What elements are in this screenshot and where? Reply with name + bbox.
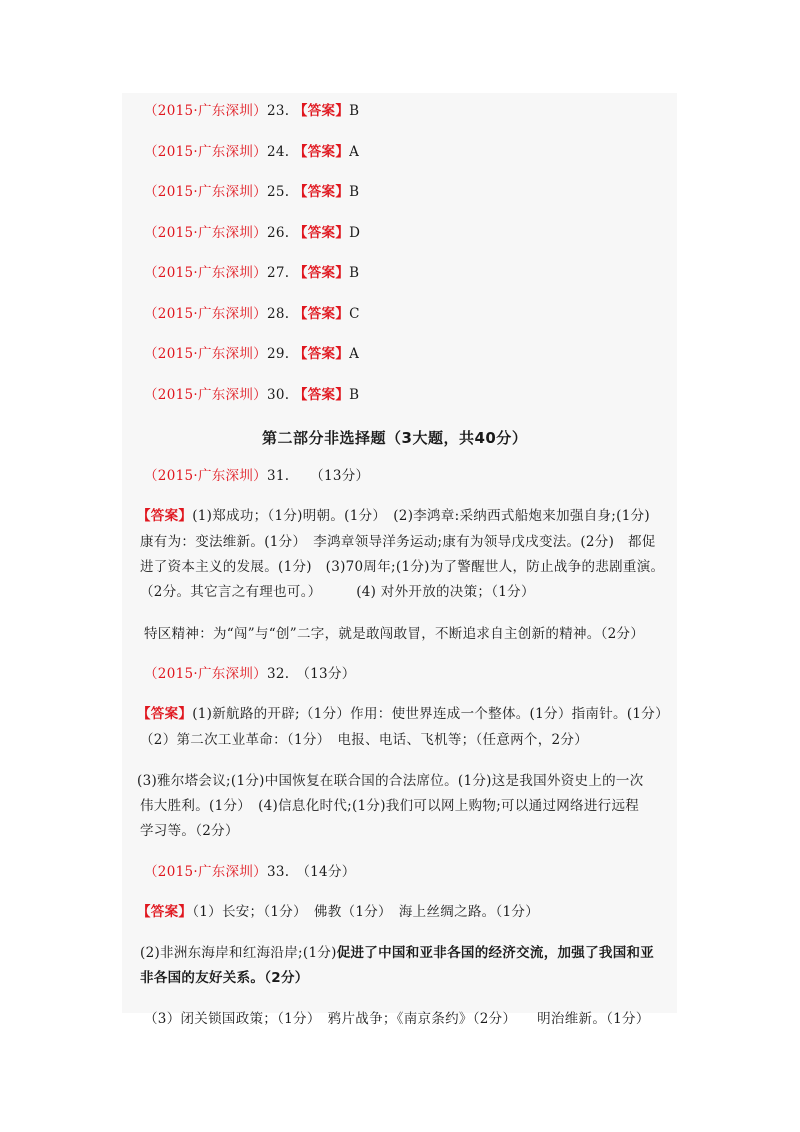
question-number: 26. (266, 225, 290, 241)
answer-tag: 【答案】 (137, 904, 193, 920)
question-number: 25. (266, 184, 290, 200)
source-label: （2015·广东深圳） (144, 306, 267, 322)
answer-tag: 【答案】 (293, 184, 350, 200)
answer-value: A (349, 144, 360, 160)
answer-tag: 【答案】 (137, 706, 193, 722)
answer-row (144, 344, 359, 364)
question-header (144, 466, 369, 486)
question-number: 27. (266, 265, 290, 281)
section-heading: 第二部分非选择题（3大题，共40分） (262, 429, 528, 447)
answer-line: （2）第二次工业革命：（1分） 电报、电话、飞机等；（任意两个，2分） (140, 732, 589, 748)
answer-line: （3）闭关锁国政策；（1分） 鸦片战争；《南京条约》（2分） 明治维新。（1分） (144, 1011, 650, 1027)
answer-line (140, 943, 654, 963)
question-number: 33. （14分） (266, 864, 356, 880)
answer-row (144, 304, 360, 324)
question-header (144, 664, 356, 684)
answer-tag: 【答案】 (293, 265, 350, 281)
answer-value: B (349, 387, 360, 403)
answer-value: B (349, 184, 360, 200)
answer-value: A (349, 346, 360, 362)
question-number: 31. （13分） (266, 468, 370, 484)
answer-line (137, 902, 539, 922)
question-number: 28. (266, 306, 290, 322)
question-number: 23. (266, 103, 290, 119)
answer-text: (2)非洲东海岸和红海沿岸;(1分) (140, 945, 337, 961)
answer-tag: 【答案】 (137, 508, 193, 524)
source-label: （2015·广东深圳） (144, 103, 267, 119)
answer-row (144, 263, 359, 283)
answer-line: 伟大胜利。(1分） (4)信息化时代;(1分)我们可以网上购物;可以通过网络进行远程 (140, 798, 640, 814)
answer-row (144, 101, 359, 121)
answer-tag: 【答案】 (293, 144, 350, 160)
question-number: 30. (266, 387, 290, 403)
answer-line (137, 704, 669, 724)
answer-tag: 【答案】 (293, 306, 350, 322)
answer-text: (1)郑成功；（1分)明朝。(1分） (2)李鸿章:采纳西式船炮来加强自身;(1分) (192, 508, 650, 524)
answer-text: (1)新航路的开辟;（1分）作用：使世界连成一个整体。(1分）指南针。(1分） (192, 706, 669, 722)
answer-value: C (349, 306, 360, 322)
answer-line (137, 506, 650, 526)
answer-row (144, 385, 359, 405)
answer-row (144, 223, 360, 243)
answer-value: B (349, 103, 360, 119)
source-label: （2015·广东深圳） (144, 225, 267, 241)
question-header (144, 862, 356, 882)
source-label: （2015·广东深圳） (144, 346, 267, 362)
answer-value: D (349, 225, 361, 241)
answer-text: （1）长安；（1分） 佛教（1分） 海上丝绸之路。（1分） (192, 904, 540, 920)
answer-tag: 【答案】 (293, 387, 350, 403)
source-label: （2015·广东深圳） (144, 144, 267, 160)
source-label: （2015·广东深圳） (144, 387, 267, 403)
answer-line: 学习等。（2分） (140, 823, 239, 839)
answer-line: 特区精神：为“闯”与“创”二字，就是敢闯敢冒，不断追求自主创新的精神。（2分） (144, 626, 645, 642)
answer-tag: 【答案】 (293, 346, 350, 362)
answer-line: (3)雅尔塔会议;(1分)中国恢复在联合国的合法席位。(1分)这是我国外资史上的一次 (137, 773, 644, 789)
answer-line: 进了资本主义的发展。(1分) (3)70周年;(1分)为了警醒世人，防止战争的悲剧重演。 (140, 559, 665, 575)
source-label: （2015·广东深圳） (144, 666, 267, 682)
answer-tag: 【答案】 (293, 225, 350, 241)
answer-text-bold: 促进了中国和亚非各国的经济交流，加强了我国和亚 (336, 945, 655, 961)
answer-tag: 【答案】 (293, 103, 350, 119)
answer-line: 康有为：变法维新。(1分） 李鸿章领导洋务运动;康有为领导戊戌变法。(2分) 都促 (140, 534, 656, 550)
answer-row (144, 142, 359, 162)
source-label: （2015·广东深圳） (144, 864, 267, 880)
answer-line: 非各国的友好关系。（2分） (140, 970, 309, 986)
question-number: 29. (266, 346, 290, 362)
answer-line: （2分。其它言之有理也可。） (4) 对外开放的决策；（1分） (140, 584, 535, 600)
source-label: （2015·广东深圳） (144, 265, 267, 281)
source-label: （2015·广东深圳） (144, 468, 267, 484)
answer-value: B (349, 265, 360, 281)
source-label: （2015·广东深圳） (144, 184, 267, 200)
question-number: 24. (266, 144, 290, 160)
answer-row (144, 182, 359, 202)
question-number: 32. （13分） (266, 666, 356, 682)
